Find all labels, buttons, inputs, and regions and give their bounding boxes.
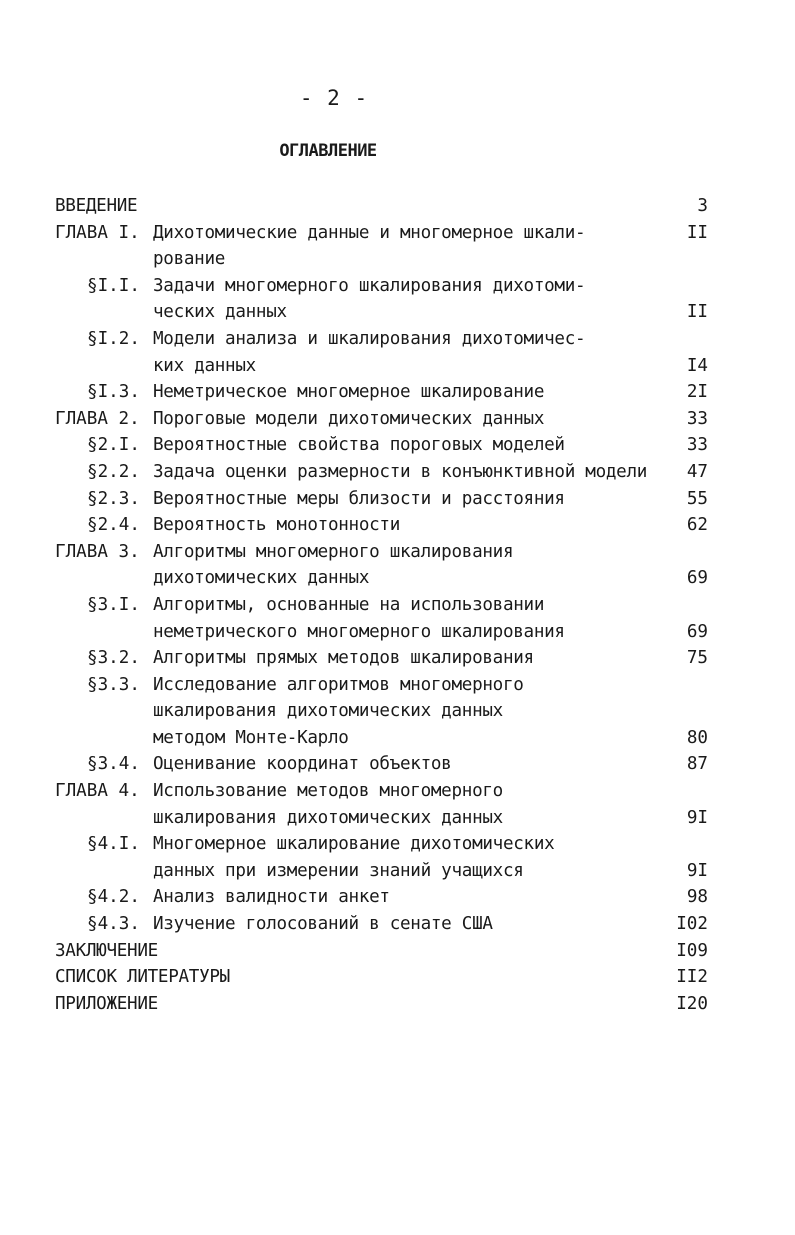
toc-entry-line: [0, 964, 795, 991]
toc-entry-title: ВВЕДЕНИЕ: [55, 196, 138, 216]
toc-entry-line: [0, 326, 795, 353]
toc-entry-line: [0, 751, 795, 778]
toc-entry-page: II2: [676, 967, 708, 988]
toc-entry-title: Модели анализа и шкалирования дихотомичес-: [153, 328, 586, 349]
toc-entry-line: [0, 778, 795, 805]
toc-entry-label: ГЛАВА 2.: [55, 408, 140, 429]
toc-entry-label: §I.I.: [87, 275, 140, 296]
toc-entry-line: [0, 299, 795, 326]
toc-entry-page: II: [686, 222, 708, 243]
toc-entry-label: §3.3.: [87, 674, 140, 695]
toc-entry-title: Алгоритмы прямых методов шкалирования: [153, 648, 534, 669]
toc-entry-label: ГЛАВА I.: [55, 222, 140, 243]
toc-entry-page: 9I: [686, 807, 708, 828]
toc-entry-title: шкалирования дихотомических данных: [153, 807, 503, 828]
toc-entry-title: Вероятность монотонности: [153, 515, 401, 536]
toc-entry-line: [0, 406, 795, 433]
toc-entry-title: шкалирования дихотомических данных: [153, 701, 503, 722]
toc-entry-title: ких данных: [153, 355, 256, 376]
toc-entry-title: Исследование алгоритмов многомерного: [153, 674, 524, 695]
toc-entry-label: §3.I.: [87, 594, 140, 615]
toc-entry-title: Дихотомические данные и многомерное шкали-: [153, 222, 586, 243]
toc-entry-title: Вероятностные меры близости и расстояния: [153, 488, 565, 509]
toc-entry-title: Использование методов многомерного: [153, 781, 503, 802]
toc-entry-title: ЗАКЛЮЧЕНИЕ: [55, 940, 158, 961]
toc-entry-line: [0, 884, 795, 911]
toc-entry-title: Неметрическое многомерное шкалирование: [153, 382, 545, 403]
page-number: - 2 -: [299, 86, 369, 110]
toc-entry-page: 55: [686, 488, 708, 509]
toc-entry-title: СПИСОК ЛИТЕРАТУРЫ: [55, 967, 230, 988]
toc-entry-label: §2.3.: [87, 488, 140, 509]
toc-entry-line: [0, 698, 795, 725]
toc-entry-label: §3.2.: [87, 648, 140, 669]
toc-entry-title: Анализ валидности анкет: [153, 887, 390, 908]
toc-entry-title: дихотомических данных: [153, 568, 370, 589]
toc-entry-label: §4.I.: [87, 834, 140, 855]
toc-entry-label: §2.2.: [87, 461, 140, 482]
toc-entry-page: 2I: [686, 382, 708, 403]
toc-entry-label: §4.3.: [87, 914, 140, 935]
toc-entry-line: [0, 592, 795, 619]
toc-entry-title: ческих данных: [153, 302, 287, 323]
toc-entry-page: 3: [697, 196, 708, 216]
toc-entry-page: I09: [676, 940, 708, 961]
toc-entry-label: ГЛАВА 3.: [55, 541, 140, 562]
toc-entry-page: 47: [686, 461, 708, 482]
toc-entry-title: Задача оценки размерности в конъюнктивной модели: [153, 461, 648, 482]
toc-entry-label: §I.2.: [87, 328, 140, 349]
toc-entry-line: [0, 379, 795, 406]
toc-entry-page: II: [686, 302, 708, 323]
toc-entry-line: [0, 619, 795, 646]
toc-entry-page: 33: [686, 435, 708, 456]
toc-entry-title: Изучение голосований в сенате США: [153, 914, 493, 935]
toc-entry-line: [0, 672, 795, 699]
toc-entry-line: [0, 991, 795, 1018]
toc-entry-line: [0, 246, 795, 273]
toc-entry-line: [0, 220, 795, 247]
toc-entry-title: рование: [153, 249, 226, 270]
toc-entry-page: 33: [686, 408, 708, 429]
toc-entry-label: §3.4.: [87, 754, 140, 775]
toc-entry-line: [0, 565, 795, 592]
toc-entry-label: §I.3.: [87, 382, 140, 403]
toc-entry-line: [0, 858, 795, 885]
toc-entry-line: [0, 539, 795, 566]
toc-entry-title: Задачи многомерного шкалирования дихотоми-: [153, 275, 586, 296]
toc-entry-line: [0, 911, 795, 938]
toc-entry-title: Оценивание координат объектов: [153, 754, 452, 775]
toc-entry-line: [0, 645, 795, 672]
toc-entry-label: §2.4.: [87, 515, 140, 536]
toc-entry-title: Вероятностные свойства пороговых моделей: [153, 435, 565, 456]
toc-entry-title: данных при измерении знаний учащихся: [153, 860, 524, 881]
toc-entry-title: ПРИЛОЖЕНИЕ: [55, 993, 158, 1014]
toc-entry-page: 75: [686, 648, 708, 669]
table-of-contents: [0, 193, 795, 1017]
toc-entry-page: I02: [676, 914, 708, 935]
toc-entry-line: [0, 353, 795, 380]
toc-entry-line: [0, 193, 795, 220]
toc-entry-page: 9I: [686, 860, 708, 881]
toc-entry-page: 69: [686, 621, 708, 642]
toc-entry-line: [0, 831, 795, 858]
toc-entry-line: [0, 273, 795, 300]
toc-entry-line: [0, 486, 795, 513]
toc-entry-line: [0, 805, 795, 832]
toc-entry-label: §4.2.: [87, 887, 140, 908]
toc-entry-page: I4: [686, 355, 708, 376]
toc-entry-line: [0, 938, 795, 965]
toc-entry-title: Многомерное шкалирование дихотомических: [153, 834, 555, 855]
toc-entry-page: 98: [686, 887, 708, 908]
toc-entry-label: ГЛАВА 4.: [55, 781, 140, 802]
toc-entry-title: методом Монте-Карло: [153, 727, 349, 748]
toc-entry-page: I20: [676, 993, 708, 1014]
toc-entry-page: 69: [686, 568, 708, 589]
toc-entry-title: Алгоритмы многомерного шкалирования: [153, 541, 514, 562]
toc-title: ОГЛАВЛЕНИЕ: [279, 141, 377, 161]
toc-entry-page: 87: [686, 754, 708, 775]
toc-entry-line: [0, 459, 795, 486]
toc-entry-title: Пороговые модели дихотомических данных: [153, 408, 545, 429]
toc-entry-page: 62: [686, 515, 708, 536]
toc-entry-title: Алгоритмы, основанные на использовании: [153, 594, 545, 615]
toc-entry-label: §2.I.: [87, 435, 140, 456]
toc-entry-title: неметрического многомерного шкалирования: [153, 621, 565, 642]
toc-entry-line: [0, 512, 795, 539]
toc-entry-line: [0, 432, 795, 459]
toc-entry-line: [0, 725, 795, 752]
toc-entry-page: 80: [686, 727, 708, 748]
